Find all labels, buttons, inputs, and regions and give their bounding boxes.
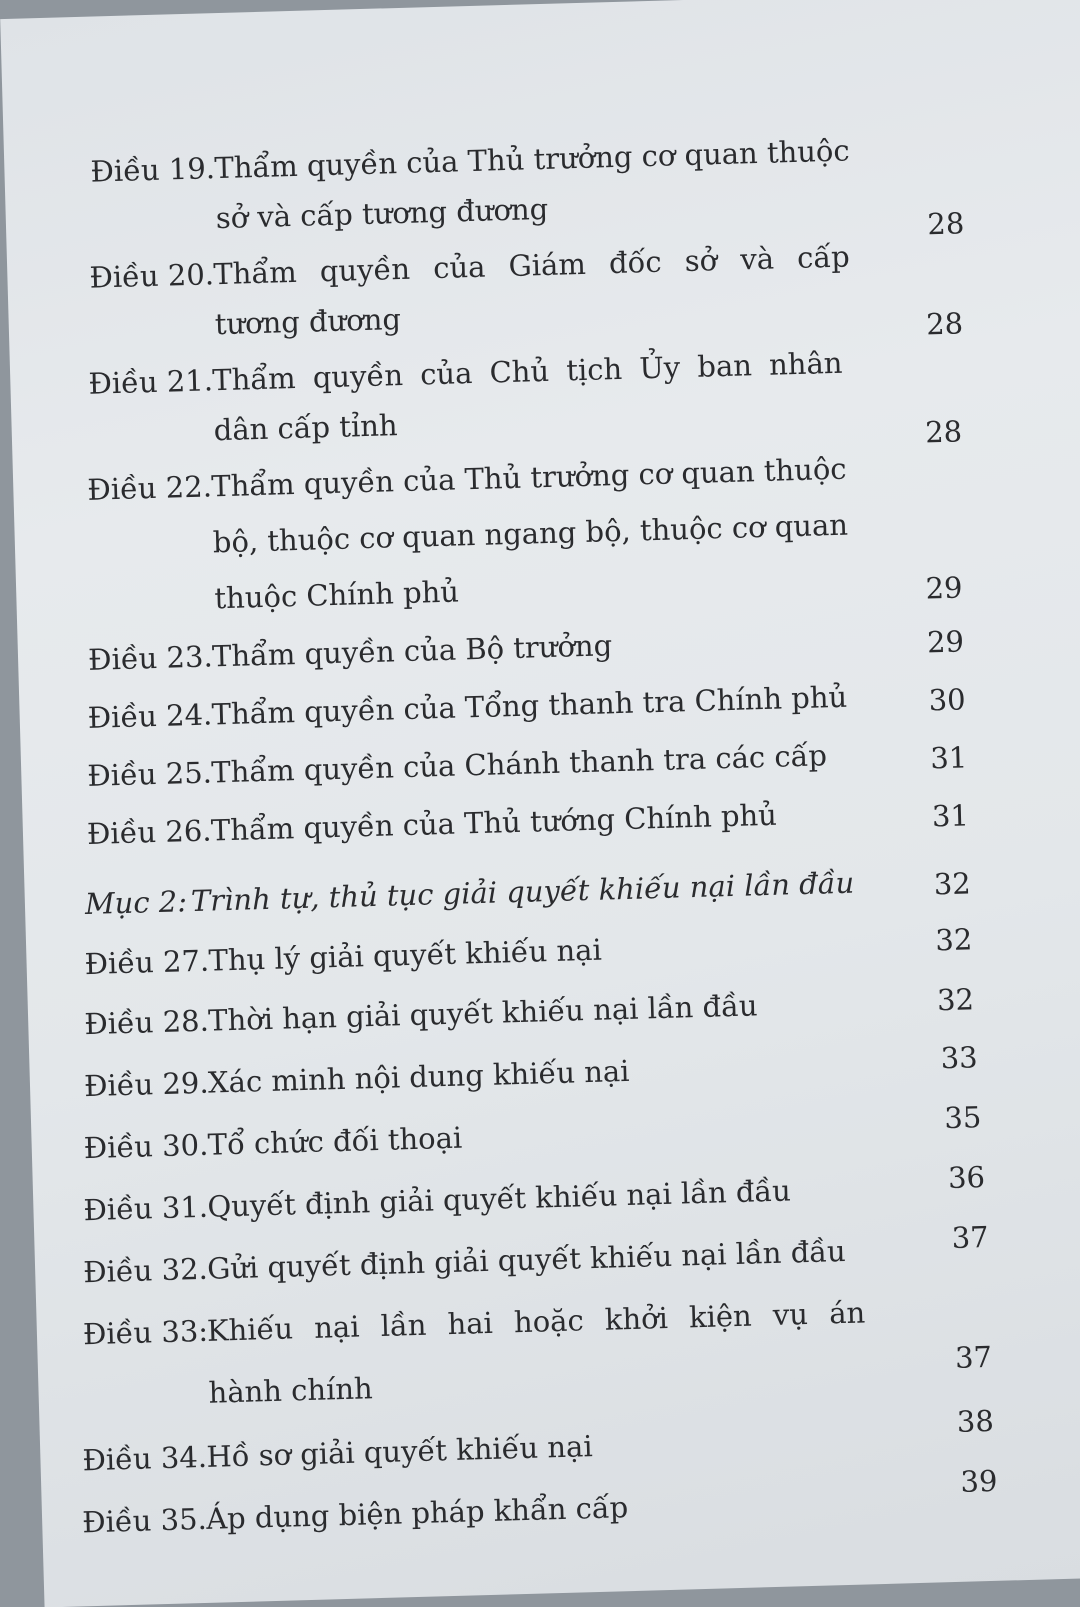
entry-page-number: 32 — [933, 866, 972, 902]
entry-title-line-1: Hồ sơ giải quyết khiếu nại — [205, 1429, 594, 1474]
entry-title-line-2: tương đương — [214, 302, 402, 342]
toc-entry-dieu-27 — [84, 924, 985, 989]
toc-entry-dieu-26 — [87, 794, 988, 859]
entry-page-number: 28 — [925, 306, 964, 342]
entry-label: Điều 27. — [84, 943, 210, 982]
entry-label: Điều 31. — [83, 1189, 209, 1228]
entry-title-line-1: Thẩm quyền của Chủ tịch Ủy ban nhân — [211, 345, 843, 398]
entry-page-number: 32 — [936, 982, 975, 1018]
toc-entry-dieu-23 — [88, 620, 989, 685]
entry-page-number: 33 — [940, 1040, 979, 1076]
toc-entry-dieu-20 — [89, 238, 991, 353]
entry-title-line-2: sở và cấp tương đương — [215, 191, 549, 236]
toc-entry-dieu-33 — [82, 1294, 993, 1419]
entry-label: Điều 22. — [86, 469, 213, 507]
entry-title-line-3: thuộc Chính phủ — [213, 574, 460, 616]
entry-title-line-1: Gửi quyết định giải quyết khiếu nại lần đầu — [206, 1233, 847, 1286]
entry-title-line-1: Khiếu nại lần hai hoặc khởi kiện vụ án — [206, 1295, 866, 1348]
entry-label: Điều 26. — [86, 813, 212, 851]
entry-page-number: 29 — [926, 624, 965, 660]
entry-title-line-1: Áp dụng biện pháp khẩn cấp — [205, 1490, 629, 1536]
toc-entry-dieu-29 — [83, 1040, 985, 1111]
entry-title-line-1: Quyết định giải quyết khiếu nại lần đầu — [206, 1173, 792, 1224]
entry-label: Điều 35. — [81, 1501, 208, 1540]
toc-entry-dieu-31 — [83, 1160, 986, 1235]
entry-label: Điều 34. — [82, 1439, 208, 1478]
entry-label: Điều 33: — [82, 1313, 209, 1352]
entry-title-line-1: Xác minh nội dung khiếu nại — [207, 1053, 630, 1100]
entry-title-line-1: Thẩm quyền của Giám đốc sở và cấp — [212, 239, 851, 292]
toc-entry-dieu-25 — [87, 736, 988, 801]
toc-entry-dieu-19 — [90, 131, 992, 246]
entry-title-line-1: Tổ chức đối thoại — [207, 1120, 463, 1162]
toc-section-muc-2 — [85, 864, 986, 929]
toc-entry-dieu-28 — [84, 984, 985, 1049]
entry-page-number: 35 — [943, 1100, 982, 1136]
entry-title-line-1: Thẩm quyền của Tổng thanh tra Chính phủ — [211, 679, 848, 732]
entry-title-line-1: Thẩm quyền của Thủ tướng Chính phủ — [210, 797, 778, 848]
entry-label: Điều 24. — [87, 697, 213, 735]
entry-page-number: 30 — [928, 682, 967, 718]
entry-label: Điều 28. — [83, 1003, 210, 1042]
entry-label: Điều 30. — [83, 1127, 209, 1166]
entry-page-number: 39 — [960, 1463, 998, 1499]
entry-page-number: 29 — [925, 570, 963, 606]
entry-page-number: 31 — [929, 740, 968, 776]
entry-label: Điều 20. — [88, 257, 215, 295]
entry-label: Điều 32. — [82, 1251, 209, 1290]
entry-page-number: 28 — [924, 414, 963, 450]
entry-page-number: 28 — [926, 206, 965, 242]
entry-page-number: 36 — [947, 1160, 986, 1196]
entry-title-line-2: hành chính — [208, 1371, 374, 1410]
entry-page-number: 32 — [934, 922, 973, 958]
entry-title-line-2: dân cấp tỉnh — [213, 408, 399, 448]
entry-page-number: 37 — [951, 1219, 990, 1255]
section-label: Mục 2: — [84, 884, 188, 922]
entry-title-line-1: Thẩm quyền của Chánh thanh tra các cấp — [210, 738, 828, 790]
entry-label: Điều 25. — [86, 755, 213, 793]
toc-entry-dieu-35 — [81, 1463, 998, 1547]
entry-title-line-1: Thẩm quyền của Thủ trưởng cơ quan thuộc — [213, 133, 851, 186]
entry-title-line-1: Thẩm quyền của Thủ trưởng cơ quan thuộc — [210, 451, 847, 504]
entry-page-number: 38 — [956, 1403, 995, 1439]
toc-entry-dieu-22 — [87, 450, 991, 625]
entry-title-line-1: Thụ lý giải quyết khiếu nại — [208, 932, 603, 978]
entry-page-number: 31 — [931, 798, 970, 834]
entry-label: Điều 19. — [90, 151, 216, 189]
entry-label: Điều 29. — [83, 1065, 210, 1104]
toc-entry-dieu-30 — [83, 1100, 984, 1173]
toc-entry-dieu-24 — [87, 678, 988, 743]
section-title: Trình tự, thủ tục giải quyết khiếu nại lần đầu — [190, 865, 855, 919]
entry-label: Điều 23. — [87, 639, 214, 677]
entry-title-line-1: Thời hạn giải quyết khiếu nại lần đầu — [207, 988, 759, 1038]
entry-title-line-1: Thẩm quyền của Bộ trưởng — [211, 628, 613, 674]
entry-label: Điều 21. — [87, 363, 214, 401]
entry-page-number: 37 — [954, 1339, 993, 1375]
entry-title-line-2: bộ, thuộc cơ quan ngang bộ, thuộc cơ quan — [212, 507, 849, 560]
toc-entry-dieu-21 — [88, 344, 990, 459]
toc-entry-dieu-32 — [82, 1219, 990, 1297]
